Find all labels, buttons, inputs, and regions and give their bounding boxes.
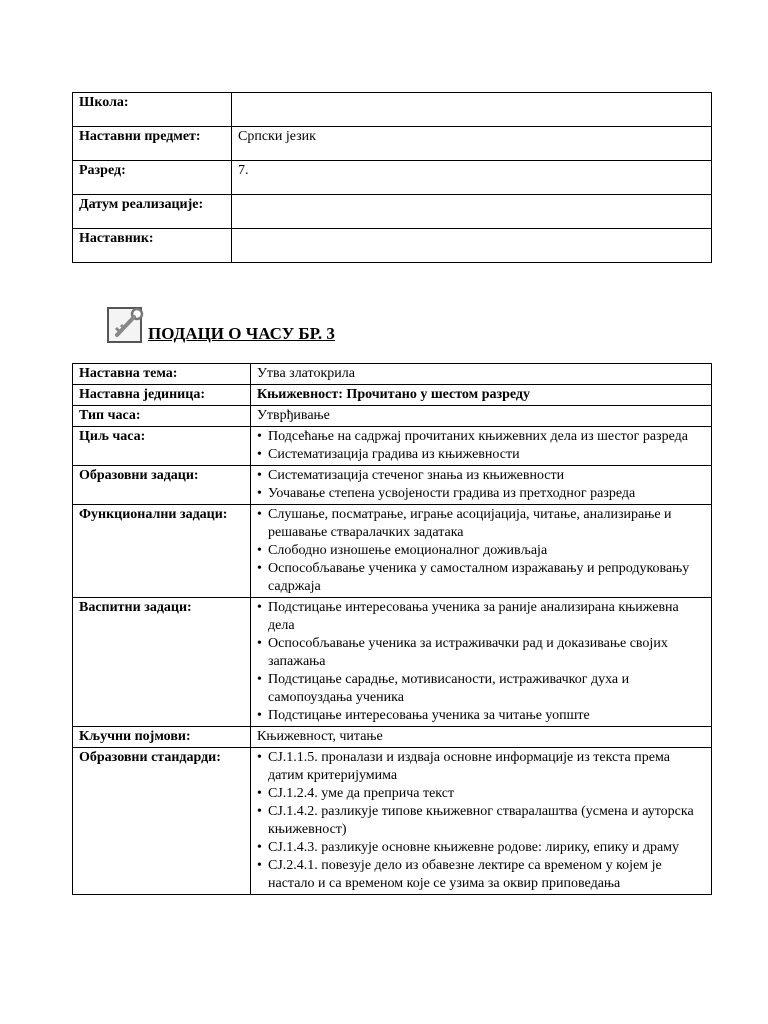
list-item: • СЈ.2.4.1. повезује дело из обавезне лектире са временом у којем је настало и са временом које се узима за оквир приповедања	[257, 857, 705, 893]
unit-label: Наставна јединица:	[73, 385, 251, 406]
table-row	[73, 598, 712, 727]
keywords-label: Кључни појмови:	[73, 727, 251, 748]
grade-label: Разред:	[73, 161, 232, 195]
table-row	[73, 93, 712, 127]
table-row	[73, 364, 712, 385]
list-item: • Подсећање на садржај прочитаних књижевних дела из шестог разреда	[257, 428, 705, 446]
teacher-label: Наставник:	[73, 229, 232, 263]
table-row	[73, 195, 712, 229]
upbringing-list	[257, 599, 705, 725]
standards-label: Образовни стандарди:	[73, 748, 251, 895]
standards-list	[257, 749, 705, 893]
type-value: Утврђивање	[251, 406, 712, 427]
table-row	[73, 505, 712, 598]
school-label: Школа:	[73, 93, 232, 127]
lesson-data-table	[72, 363, 712, 895]
list-item: • Оспособљавање ученика за истраживачки рад и доказивање својих запажања	[257, 635, 705, 671]
list-item: • Систематизација стеченог знања из књижевности	[257, 467, 705, 485]
subject-value: Српски језик	[232, 127, 712, 161]
educational-label: Образовни задаци:	[73, 466, 251, 505]
goal-list	[257, 428, 705, 464]
list-item: • Оспособљавање ученика у самосталном изражавању и репродуковању садржаја	[257, 560, 705, 596]
list-item: • Подстицање интересовања ученика за раније анализирана књижевна дела	[257, 599, 705, 635]
subject-label: Наставни предмет:	[73, 127, 232, 161]
list-item: • СЈ.1.2.4. уме да препричa текст	[257, 785, 705, 803]
type-label: Тип часа:	[73, 406, 251, 427]
list-item: • Подстицање сарадње, мотивисаности, истраживачког духа и самопоуздања ученика	[257, 671, 705, 707]
list-item: • Слушање, посматрање, играње асоцијација, читање, анализирање и решавање стваралачких задатака	[257, 506, 705, 542]
school-value	[232, 93, 712, 127]
table-row	[73, 466, 712, 505]
teacher-value	[232, 229, 712, 263]
table-row	[73, 406, 712, 427]
table-row	[73, 748, 712, 895]
grade-value: 7.	[232, 161, 712, 195]
date-label: Датум реализације:	[73, 195, 232, 229]
table-row	[73, 127, 712, 161]
table-row	[73, 229, 712, 263]
school-info-table	[72, 92, 712, 263]
lesson-title: ПОДАЦИ О ЧАСУ БР. 3	[148, 324, 335, 343]
list-item: • Уочавање степена усвојености градива из претходног разреда	[257, 485, 705, 503]
list-item: • СЈ.1.1.5. проналази и издваја основне информације из текста према датим критеријумима	[257, 749, 705, 785]
functional-label: Функционални задаци:	[73, 505, 251, 598]
table-row	[73, 427, 712, 466]
table-row	[73, 385, 712, 406]
lesson-heading	[106, 303, 335, 345]
list-item: • СЈ.1.4.2. разликује типове књижевног стваралаштва (усмена и ауторска књижевност)	[257, 803, 705, 839]
keywords-value: Књижевност, читање	[251, 727, 712, 748]
upbringing-label: Васпитни задаци:	[73, 598, 251, 727]
key-tag-icon	[106, 305, 146, 345]
functional-list	[257, 506, 705, 596]
list-item: • СЈ.1.4.3. разликује основне књижевне родове: лирику, епику и драму	[257, 839, 705, 857]
list-item: • Подстицање интересовања ученика за читање уопште	[257, 707, 705, 725]
topic-value: Утва златокрила	[251, 364, 712, 385]
list-item: • Слободно изношење емоционалног доживљаја	[257, 542, 705, 560]
unit-value: Књижевност: Прочитано у шестом разреду	[257, 387, 531, 402]
goal-label: Циљ часа:	[73, 427, 251, 466]
educational-list	[257, 467, 705, 503]
list-item: • Систематизација градива из књижевности	[257, 446, 705, 464]
topic-label: Наставна тема:	[73, 364, 251, 385]
date-value	[232, 195, 712, 229]
table-row	[73, 727, 712, 748]
table-row	[73, 161, 712, 195]
